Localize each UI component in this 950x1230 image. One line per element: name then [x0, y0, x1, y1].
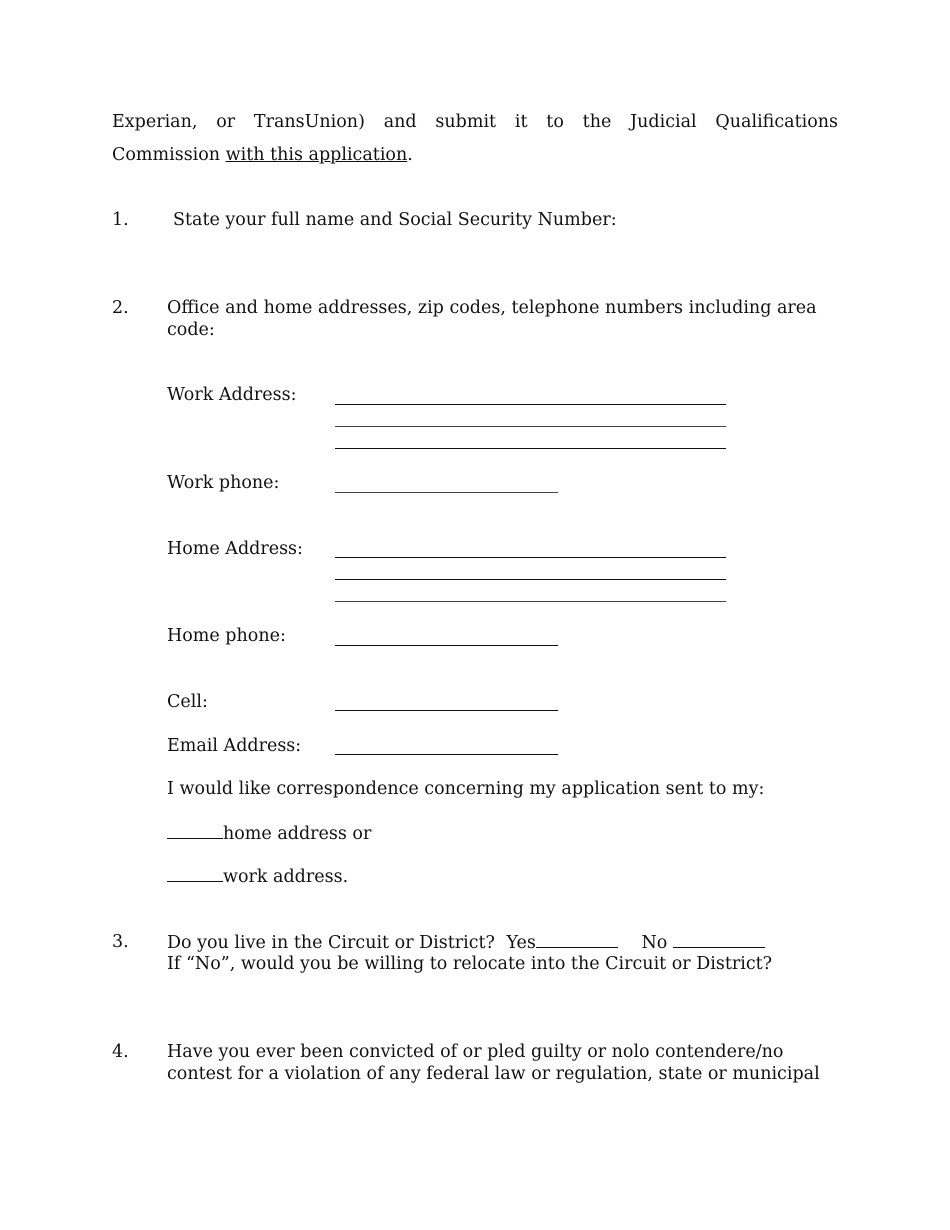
q4-text-line-1: Have you ever been convicted of or pled guilty or nolo contendere/no — [167, 1042, 784, 1062]
work-address-line-1[interactable] — [335, 404, 726, 405]
q3-yes-blank[interactable] — [536, 932, 618, 948]
q4-number: 4. — [112, 1042, 129, 1062]
q3-text-line-2: If “No”, would you be willing to relocate into the Circuit or District? — [167, 954, 773, 974]
cell-label: Cell: — [167, 692, 208, 712]
home-address-line-1[interactable] — [335, 557, 726, 558]
work-address-label: Work Address: — [167, 385, 297, 405]
cell-line[interactable] — [335, 710, 558, 711]
intro-underlined-text: with this application — [225, 145, 408, 165]
home-phone-label: Home phone: — [167, 626, 286, 646]
option-work-blank[interactable] — [167, 866, 223, 882]
home-phone-line[interactable] — [335, 645, 558, 646]
q1-number: 1. — [112, 210, 129, 230]
q3-no-label: No — [641, 933, 668, 953]
home-address-line-3[interactable] — [335, 601, 726, 602]
email-line[interactable] — [335, 754, 558, 755]
intro-line-1: Experian, or TransUnion) and submit it to the Judicial Qualifications — [112, 112, 838, 132]
work-phone-line[interactable] — [335, 492, 558, 493]
q3-yes-label: Yes — [506, 933, 536, 953]
q2-number: 2. — [112, 298, 129, 318]
q3-line-1 — [167, 932, 765, 953]
option-work-row — [167, 866, 348, 887]
work-address-line-3[interactable] — [335, 448, 726, 449]
q3-no-blank[interactable] — [673, 932, 765, 948]
option-home-blank[interactable] — [167, 823, 223, 839]
q2-text-line-1: Office and home addresses, zip codes, telephone numbers including area — [167, 298, 817, 318]
email-label: Email Address: — [167, 736, 302, 756]
q2-text-line-2: code: — [167, 320, 215, 340]
work-address-line-2[interactable] — [335, 426, 726, 427]
q1-text: State your full name and Social Security Number: — [173, 210, 617, 230]
home-address-line-2[interactable] — [335, 579, 726, 580]
work-phone-label: Work phone: — [167, 473, 280, 493]
q4-text-line-2: contest for a violation of any federal law or regulation, state or municipal — [167, 1064, 820, 1084]
q3-text-line-1: Do you live in the Circuit or District? — [167, 933, 495, 953]
option-home-row — [167, 823, 371, 844]
option-work-label: work address. — [223, 867, 349, 887]
intro-line-2-prefix: Commission — [112, 145, 226, 165]
q3-number: 3. — [112, 932, 129, 952]
home-address-label: Home Address: — [167, 539, 303, 559]
option-home-label: home address or — [223, 824, 372, 844]
intro-paragraph — [112, 106, 838, 172]
intro-line-2-suffix: . — [407, 145, 413, 165]
correspondence-text: I would like correspondence concerning my application sent to my: — [167, 779, 765, 799]
